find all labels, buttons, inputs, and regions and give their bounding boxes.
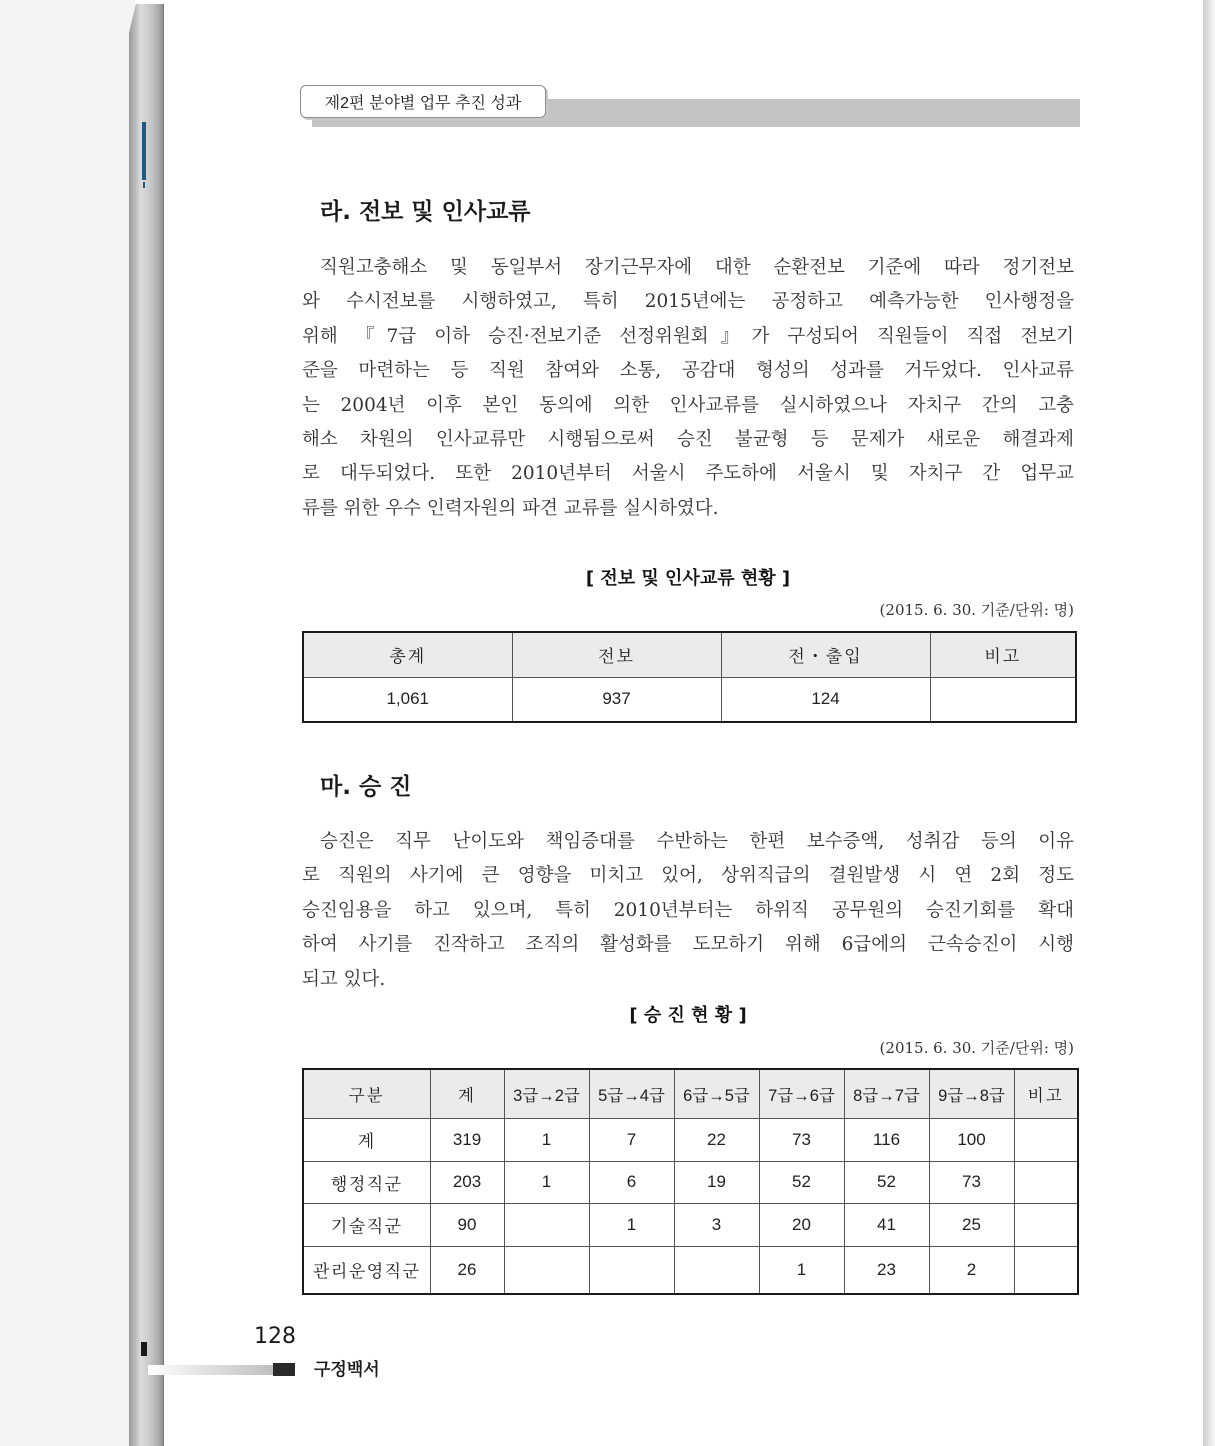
page-number: 128 <box>254 1324 296 1349</box>
paragraph-line: 와 수시전보를 시행하였고, 특히 2015년에는 공정하고 예측가능한 인사행정을 <box>302 291 1074 313</box>
table-cell: 203 <box>430 1161 504 1203</box>
table-cell: 1 <box>504 1161 589 1203</box>
paragraph-line: 류를 위한 우수 인력자원의 파견 교류를 실시하였다. <box>302 497 719 519</box>
table-title-promotion: [ 승 진 현 황 ] <box>629 1005 747 1026</box>
paragraph-line: 승진은 직무 난이도와 책임증대를 수반하는 한편 보수증액, 성취감 등의 이유 <box>320 831 1074 852</box>
table-cell <box>1014 1203 1078 1246</box>
transfer-table <box>302 631 1077 723</box>
chapter-tab: 제2편 분야별 업무 추진 성과 <box>300 85 546 118</box>
table-cell: 100 <box>929 1118 1014 1161</box>
paragraph-line: 승진임용을 하고 있으며, 특히 2010년부터는 하위직 공무원의 승진기회를 확대 <box>302 899 1074 921</box>
table-header-cell: 5급→4급 <box>589 1069 674 1118</box>
table-header-cell: 3급→2급 <box>504 1069 589 1118</box>
table-header-cell: 구분 <box>303 1069 430 1118</box>
table-cell <box>674 1246 759 1294</box>
table-row-head: 계 <box>303 1118 430 1161</box>
footer-bar <box>148 1365 273 1375</box>
unit-note-transfer: (2015. 6. 30. 기준/단위: 명) <box>879 601 1074 619</box>
edge-bottom-marker <box>141 1342 147 1356</box>
table-header-row <box>303 632 1076 677</box>
table-row <box>303 677 1076 722</box>
table-cell: 2 <box>929 1246 1014 1294</box>
table-cell: 20 <box>759 1203 844 1246</box>
table-cell: 26 <box>430 1246 504 1294</box>
table-cell <box>930 677 1076 722</box>
table-header-cell: 8급→7급 <box>844 1069 929 1118</box>
paragraph-promotion <box>302 825 1074 997</box>
paragraph-transfer <box>302 251 1074 526</box>
paragraph-line: 로 대두되었다. 또한 2010년부터 서울시 주도하에 서울시 및 자치구 간 업무교 <box>302 463 1074 485</box>
table-cell: 6 <box>589 1161 674 1203</box>
table-cell: 937 <box>512 677 721 722</box>
table-cell: 1,061 <box>303 677 512 722</box>
table-cell: 3 <box>674 1203 759 1246</box>
footer-block <box>273 1363 295 1376</box>
table-cell <box>1014 1118 1078 1161</box>
promotion-table <box>302 1068 1079 1295</box>
table-cell: 73 <box>759 1118 844 1161</box>
table-cell <box>504 1246 589 1294</box>
edge-tab-marker-dot <box>143 182 145 188</box>
table-cell: 1 <box>504 1118 589 1161</box>
table-cell: 25 <box>929 1203 1014 1246</box>
section-title-promotion: 마. 승 진 <box>320 774 412 800</box>
paragraph-line: 직원고충해소 및 동일부서 장기근무자에 대한 순환전보 기준에 따라 정기전보 <box>320 257 1074 278</box>
table-cell: 52 <box>759 1161 844 1203</box>
table-header-cell: 비고 <box>1014 1069 1078 1118</box>
paragraph-line: 준을 마련하는 등 직원 참여와 소통, 공감대 형성의 성과를 거두었다. 인사교류 <box>302 360 1074 382</box>
table-title-transfer: [ 전보 및 인사교류 현황 ] <box>585 568 791 589</box>
table-row-head: 행정직군 <box>303 1161 430 1203</box>
table-row <box>303 1203 1078 1246</box>
unit-note-promotion: (2015. 6. 30. 기준/단위: 명) <box>879 1039 1074 1057</box>
table-row <box>303 1246 1078 1294</box>
table-header-cell: 계 <box>430 1069 504 1118</box>
table-row-head: 기술직군 <box>303 1203 430 1246</box>
table-header-cell: 전보 <box>512 632 721 677</box>
table-cell: 1 <box>589 1203 674 1246</box>
table-cell: 1 <box>759 1246 844 1294</box>
table-cell: 41 <box>844 1203 929 1246</box>
table-cell <box>504 1203 589 1246</box>
table-cell: 116 <box>844 1118 929 1161</box>
page-right-shadow <box>1203 0 1215 1446</box>
table-cell: 23 <box>844 1246 929 1294</box>
paragraph-line: 하여 사기를 진작하고 조직의 활성화를 도모하기 위해 6급에의 근속승진이 시행 <box>302 934 1074 956</box>
table-row-head: 관리운영직군 <box>303 1246 430 1294</box>
table-cell: 90 <box>430 1203 504 1246</box>
table-cell <box>1014 1246 1078 1294</box>
table-row <box>303 1118 1078 1161</box>
footer-book-title: 구정백서 <box>314 1360 380 1380</box>
table-header-row <box>303 1069 1078 1118</box>
table-cell: 22 <box>674 1118 759 1161</box>
table-cell: 19 <box>674 1161 759 1203</box>
table-cell: 7 <box>589 1118 674 1161</box>
paragraph-line: 해소 차원의 인사교류만 시행됨으로써 승진 불균형 등 문제가 새로운 해결과제 <box>302 428 1074 450</box>
table-header-cell: 비고 <box>930 632 1076 677</box>
paragraph-line: 위해 『7급 이하 승진·전보기준 선정위원회』가 구성되어 직원들이 직접 전보기 <box>302 325 1074 347</box>
table-cell: 319 <box>430 1118 504 1161</box>
table-header-cell: 9급→8급 <box>929 1069 1014 1118</box>
table-header-cell: 총계 <box>303 632 512 677</box>
table-header-cell: 7급→6급 <box>759 1069 844 1118</box>
table-cell <box>589 1246 674 1294</box>
table-row <box>303 1161 1078 1203</box>
table-cell: 52 <box>844 1161 929 1203</box>
section-title-transfer: 라. 전보 및 인사교류 <box>320 199 531 225</box>
edge-tab-marker <box>142 122 146 180</box>
table-header-cell: 6급→5급 <box>674 1069 759 1118</box>
table-cell: 124 <box>721 677 930 722</box>
paragraph-line: 되고 있다. <box>302 968 386 990</box>
table-header-cell: 전・출입 <box>721 632 930 677</box>
book-page-edge <box>129 4 163 1446</box>
table-cell <box>1014 1161 1078 1203</box>
paragraph-line: 로 직원의 사기에 큰 영향을 미치고 있어, 상위직급의 결원발생 시 연 2회 정도 <box>302 865 1074 887</box>
paragraph-line: 는 2004년 이후 본인 동의에 의한 인사교류를 실시하였으나 자치구 간의 고충 <box>302 394 1074 416</box>
table-cell: 73 <box>929 1161 1014 1203</box>
background-left <box>0 0 135 1446</box>
